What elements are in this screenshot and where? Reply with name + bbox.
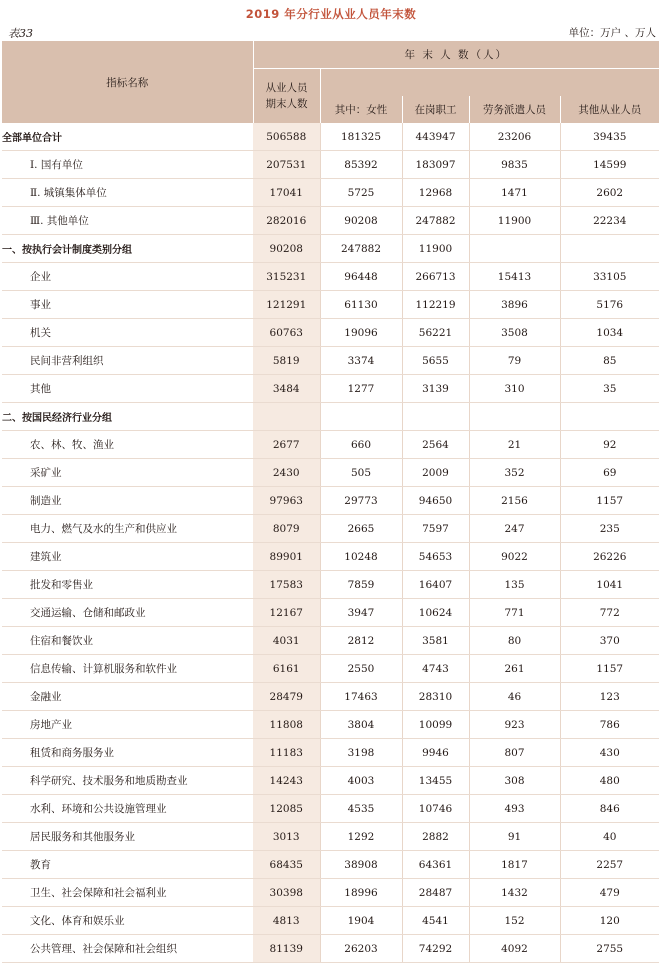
cell-value: 60763 [253,319,320,347]
cell-value: 21 [469,431,560,459]
cell-value: 152 [469,907,560,935]
cell-value [253,403,320,431]
cell-value: 11900 [402,235,469,263]
row-label: 水利、环境和公共设施管理业 [2,795,253,823]
cell-value: 121291 [253,291,320,319]
cell-value: 61130 [320,291,402,319]
cell-value [469,235,560,263]
header-col-other: 其他从业人员 [560,96,659,123]
cell-value: 315231 [253,263,320,291]
header-col-on-post: 在岗职工 [402,96,469,123]
cell-value: 786 [560,711,659,739]
table-row [2,151,659,179]
table-row [2,347,659,375]
cell-value: 26203 [320,935,402,963]
cell-value: 3484 [253,375,320,403]
row-label: 公共管理、社会保障和社会组织 [2,935,253,963]
table-row [2,739,659,767]
cell-value: 5655 [402,347,469,375]
cell-value: 505 [320,459,402,487]
cell-value: 3581 [402,627,469,655]
row-label: 交通运输、仓储和邮政业 [2,599,253,627]
cell-value: 46 [469,683,560,711]
cell-value [560,235,659,263]
table-row [2,655,659,683]
cell-value: 135 [469,571,560,599]
cell-value: 2665 [320,515,402,543]
table-row [2,207,659,235]
cell-value: 1432 [469,879,560,907]
row-label: 批发和零售业 [2,571,253,599]
table-row [2,179,659,207]
cell-value: 1041 [560,571,659,599]
cell-value: 772 [560,599,659,627]
row-label: 事业 [2,291,253,319]
cell-value: 11900 [469,207,560,235]
cell-value: 846 [560,795,659,823]
cell-value: 28310 [402,683,469,711]
cell-value: 9022 [469,543,560,571]
table-row [2,795,659,823]
row-label: 一、按执行会计制度类别分组 [2,235,253,263]
cell-value: 2677 [253,431,320,459]
unit-label: 单位：万户 、万人 [568,27,656,39]
cell-value: 33105 [560,263,659,291]
cell-value: 74292 [402,935,469,963]
row-label: 其他 [2,375,253,403]
row-label: 金融业 [2,683,253,711]
cell-value: 85392 [320,151,402,179]
cell-value: 352 [469,459,560,487]
cell-value: 40 [560,823,659,851]
cell-value: 370 [560,627,659,655]
row-label: 居民服务和其他服务业 [2,823,253,851]
cell-value: 1904 [320,907,402,935]
cell-value: 5725 [320,179,402,207]
cell-value: 10624 [402,599,469,627]
table-number: 表33 [8,27,33,40]
cell-value: 90208 [253,235,320,263]
cell-value: 8079 [253,515,320,543]
cell-value: 17463 [320,683,402,711]
row-label: 制造业 [2,487,253,515]
cell-value: 7859 [320,571,402,599]
cell-value: 207531 [253,151,320,179]
cell-value: 10248 [320,543,402,571]
row-label: 科学研究、技术服务和地质勘查业 [2,767,253,795]
cell-value: 56221 [402,319,469,347]
cell-value: 493 [469,795,560,823]
row-label: 全部单位合计 [2,123,253,151]
cell-value: 16407 [402,571,469,599]
cell-value: 3198 [320,739,402,767]
cell-value: 81139 [253,935,320,963]
row-label: 采矿业 [2,459,253,487]
cell-value: 1277 [320,375,402,403]
table-row [2,823,659,851]
header-col-total-line2: 期末人数 [265,98,308,110]
cell-value: 2882 [402,823,469,851]
cell-value: 64361 [402,851,469,879]
cell-value: 12968 [402,179,469,207]
table-row [2,515,659,543]
cell-value: 480 [560,767,659,795]
table-title: 2019 年分行业从业人员年末数 [245,7,417,21]
cell-value: 12167 [253,599,320,627]
cell-value: 96448 [320,263,402,291]
table-row [2,123,659,151]
cell-value: 97963 [253,487,320,515]
cell-value: 923 [469,711,560,739]
cell-value: 85 [560,347,659,375]
cell-value: 266713 [402,263,469,291]
cell-value: 183097 [402,151,469,179]
cell-value: 120 [560,907,659,935]
cell-value: 38908 [320,851,402,879]
table-row [2,879,659,907]
cell-value: 123 [560,683,659,711]
header-col-total [253,69,320,124]
cell-value: 22234 [560,207,659,235]
cell-value: 660 [320,431,402,459]
header-col-dispatched: 劳务派遣人员 [469,96,560,123]
cell-value: 308 [469,767,560,795]
row-label: 租赁和商务服务业 [2,739,253,767]
cell-value: 92 [560,431,659,459]
table-row [2,375,659,403]
cell-value: 90208 [320,207,402,235]
cell-value: 1157 [560,655,659,683]
cell-value: 23206 [469,123,560,151]
cell-value: 14599 [560,151,659,179]
cell-value: 19096 [320,319,402,347]
cell-value: 17041 [253,179,320,207]
table-row [2,319,659,347]
cell-value: 69 [560,459,659,487]
header-spacer [320,69,659,97]
cell-value: 17583 [253,571,320,599]
cell-value: 5176 [560,291,659,319]
cell-value: 7597 [402,515,469,543]
cell-value: 112219 [402,291,469,319]
table-row [2,571,659,599]
cell-value: 443947 [402,123,469,151]
cell-value: 3947 [320,599,402,627]
cell-value: 3896 [469,291,560,319]
cell-value: 235 [560,515,659,543]
row-label: 电力、燃气及水的生产和供应业 [2,515,253,543]
cell-value: 89901 [253,543,320,571]
cell-value: 54653 [402,543,469,571]
row-label: 建筑业 [2,543,253,571]
row-label: Ⅰ. 国有单位 [2,151,253,179]
header-year-end-count: 年 末 人 数（人） [253,41,659,69]
table-row [2,767,659,795]
cell-value: 247882 [320,235,402,263]
table-row [2,711,659,739]
cell-value: 2009 [402,459,469,487]
cell-value: 28487 [402,879,469,907]
cell-value: 3804 [320,711,402,739]
table-row [2,935,659,963]
cell-value: 2257 [560,851,659,879]
row-label: 住宿和餐饮业 [2,627,253,655]
cell-value [402,403,469,431]
cell-value: 506588 [253,123,320,151]
table-row [2,291,659,319]
row-label: 卫生、社会保障和社会福利业 [2,879,253,907]
row-label: 企业 [2,263,253,291]
cell-value: 247882 [402,207,469,235]
table-row [2,907,659,935]
cell-value [560,403,659,431]
cell-value: 11808 [253,711,320,739]
table-row [2,599,659,627]
cell-value: 11183 [253,739,320,767]
cell-value [320,403,402,431]
row-label: 房地产业 [2,711,253,739]
row-label: 农、林、牧、渔业 [2,431,253,459]
cell-value: 771 [469,599,560,627]
cell-value: 1292 [320,823,402,851]
cell-value: 29773 [320,487,402,515]
cell-value: 1817 [469,851,560,879]
cell-value: 68435 [253,851,320,879]
cell-value: 94650 [402,487,469,515]
cell-value: 4743 [402,655,469,683]
cell-value: 10099 [402,711,469,739]
row-label: 信息传输、计算机服务和软件业 [2,655,253,683]
cell-value: 1471 [469,179,560,207]
cell-value: 4535 [320,795,402,823]
cell-value: 1157 [560,487,659,515]
cell-value: 9946 [402,739,469,767]
cell-value: 3374 [320,347,402,375]
cell-value: 35 [560,375,659,403]
cell-value: 30398 [253,879,320,907]
cell-value: 10746 [402,795,469,823]
cell-value: 80 [469,627,560,655]
cell-value: 91 [469,823,560,851]
table-row [2,487,659,515]
cell-value: 261 [469,655,560,683]
cell-value: 2564 [402,431,469,459]
table-row [2,235,659,263]
employment-table [2,41,659,963]
cell-value: 282016 [253,207,320,235]
cell-value: 18996 [320,879,402,907]
cell-value: 4092 [469,935,560,963]
cell-value: 430 [560,739,659,767]
cell-value: 3013 [253,823,320,851]
table-row [2,851,659,879]
cell-value: 28479 [253,683,320,711]
row-label: 民间非营利组织 [2,347,253,375]
cell-value: 3508 [469,319,560,347]
cell-value: 310 [469,375,560,403]
cell-value: 12085 [253,795,320,823]
cell-value: 807 [469,739,560,767]
row-label: 教育 [2,851,253,879]
row-label: 文化、体育和娱乐业 [2,907,253,935]
cell-value [469,403,560,431]
cell-value: 2755 [560,935,659,963]
cell-value: 39435 [560,123,659,151]
cell-value: 4813 [253,907,320,935]
cell-value: 4003 [320,767,402,795]
cell-value: 79 [469,347,560,375]
cell-value: 26226 [560,543,659,571]
table-row [2,403,659,431]
cell-value: 247 [469,515,560,543]
header-indicator-name: 指标名称 [2,41,253,123]
cell-value: 479 [560,879,659,907]
cell-value: 6161 [253,655,320,683]
cell-value: 15413 [469,263,560,291]
cell-value: 2156 [469,487,560,515]
cell-value: 1034 [560,319,659,347]
table-row [2,683,659,711]
table-row [2,627,659,655]
row-label: 二、按国民经济行业分组 [2,403,253,431]
cell-value: 2430 [253,459,320,487]
cell-value: 181325 [320,123,402,151]
cell-value: 5819 [253,347,320,375]
cell-value: 2602 [560,179,659,207]
cell-value: 2550 [320,655,402,683]
cell-value: 13455 [402,767,469,795]
header-col-female: 其中：女性 [320,96,402,123]
table-row [2,263,659,291]
cell-value: 4541 [402,907,469,935]
row-label: Ⅱ. 城镇集体单位 [2,179,253,207]
row-label: 机关 [2,319,253,347]
row-label: Ⅲ. 其他单位 [2,207,253,235]
cell-value: 9835 [469,151,560,179]
table-row [2,459,659,487]
table-row [2,543,659,571]
cell-value: 2812 [320,627,402,655]
cell-value: 14243 [253,767,320,795]
cell-value: 3139 [402,375,469,403]
cell-value: 4031 [253,627,320,655]
table-row [2,431,659,459]
header-col-total-line1: 从业人员 [265,82,308,94]
